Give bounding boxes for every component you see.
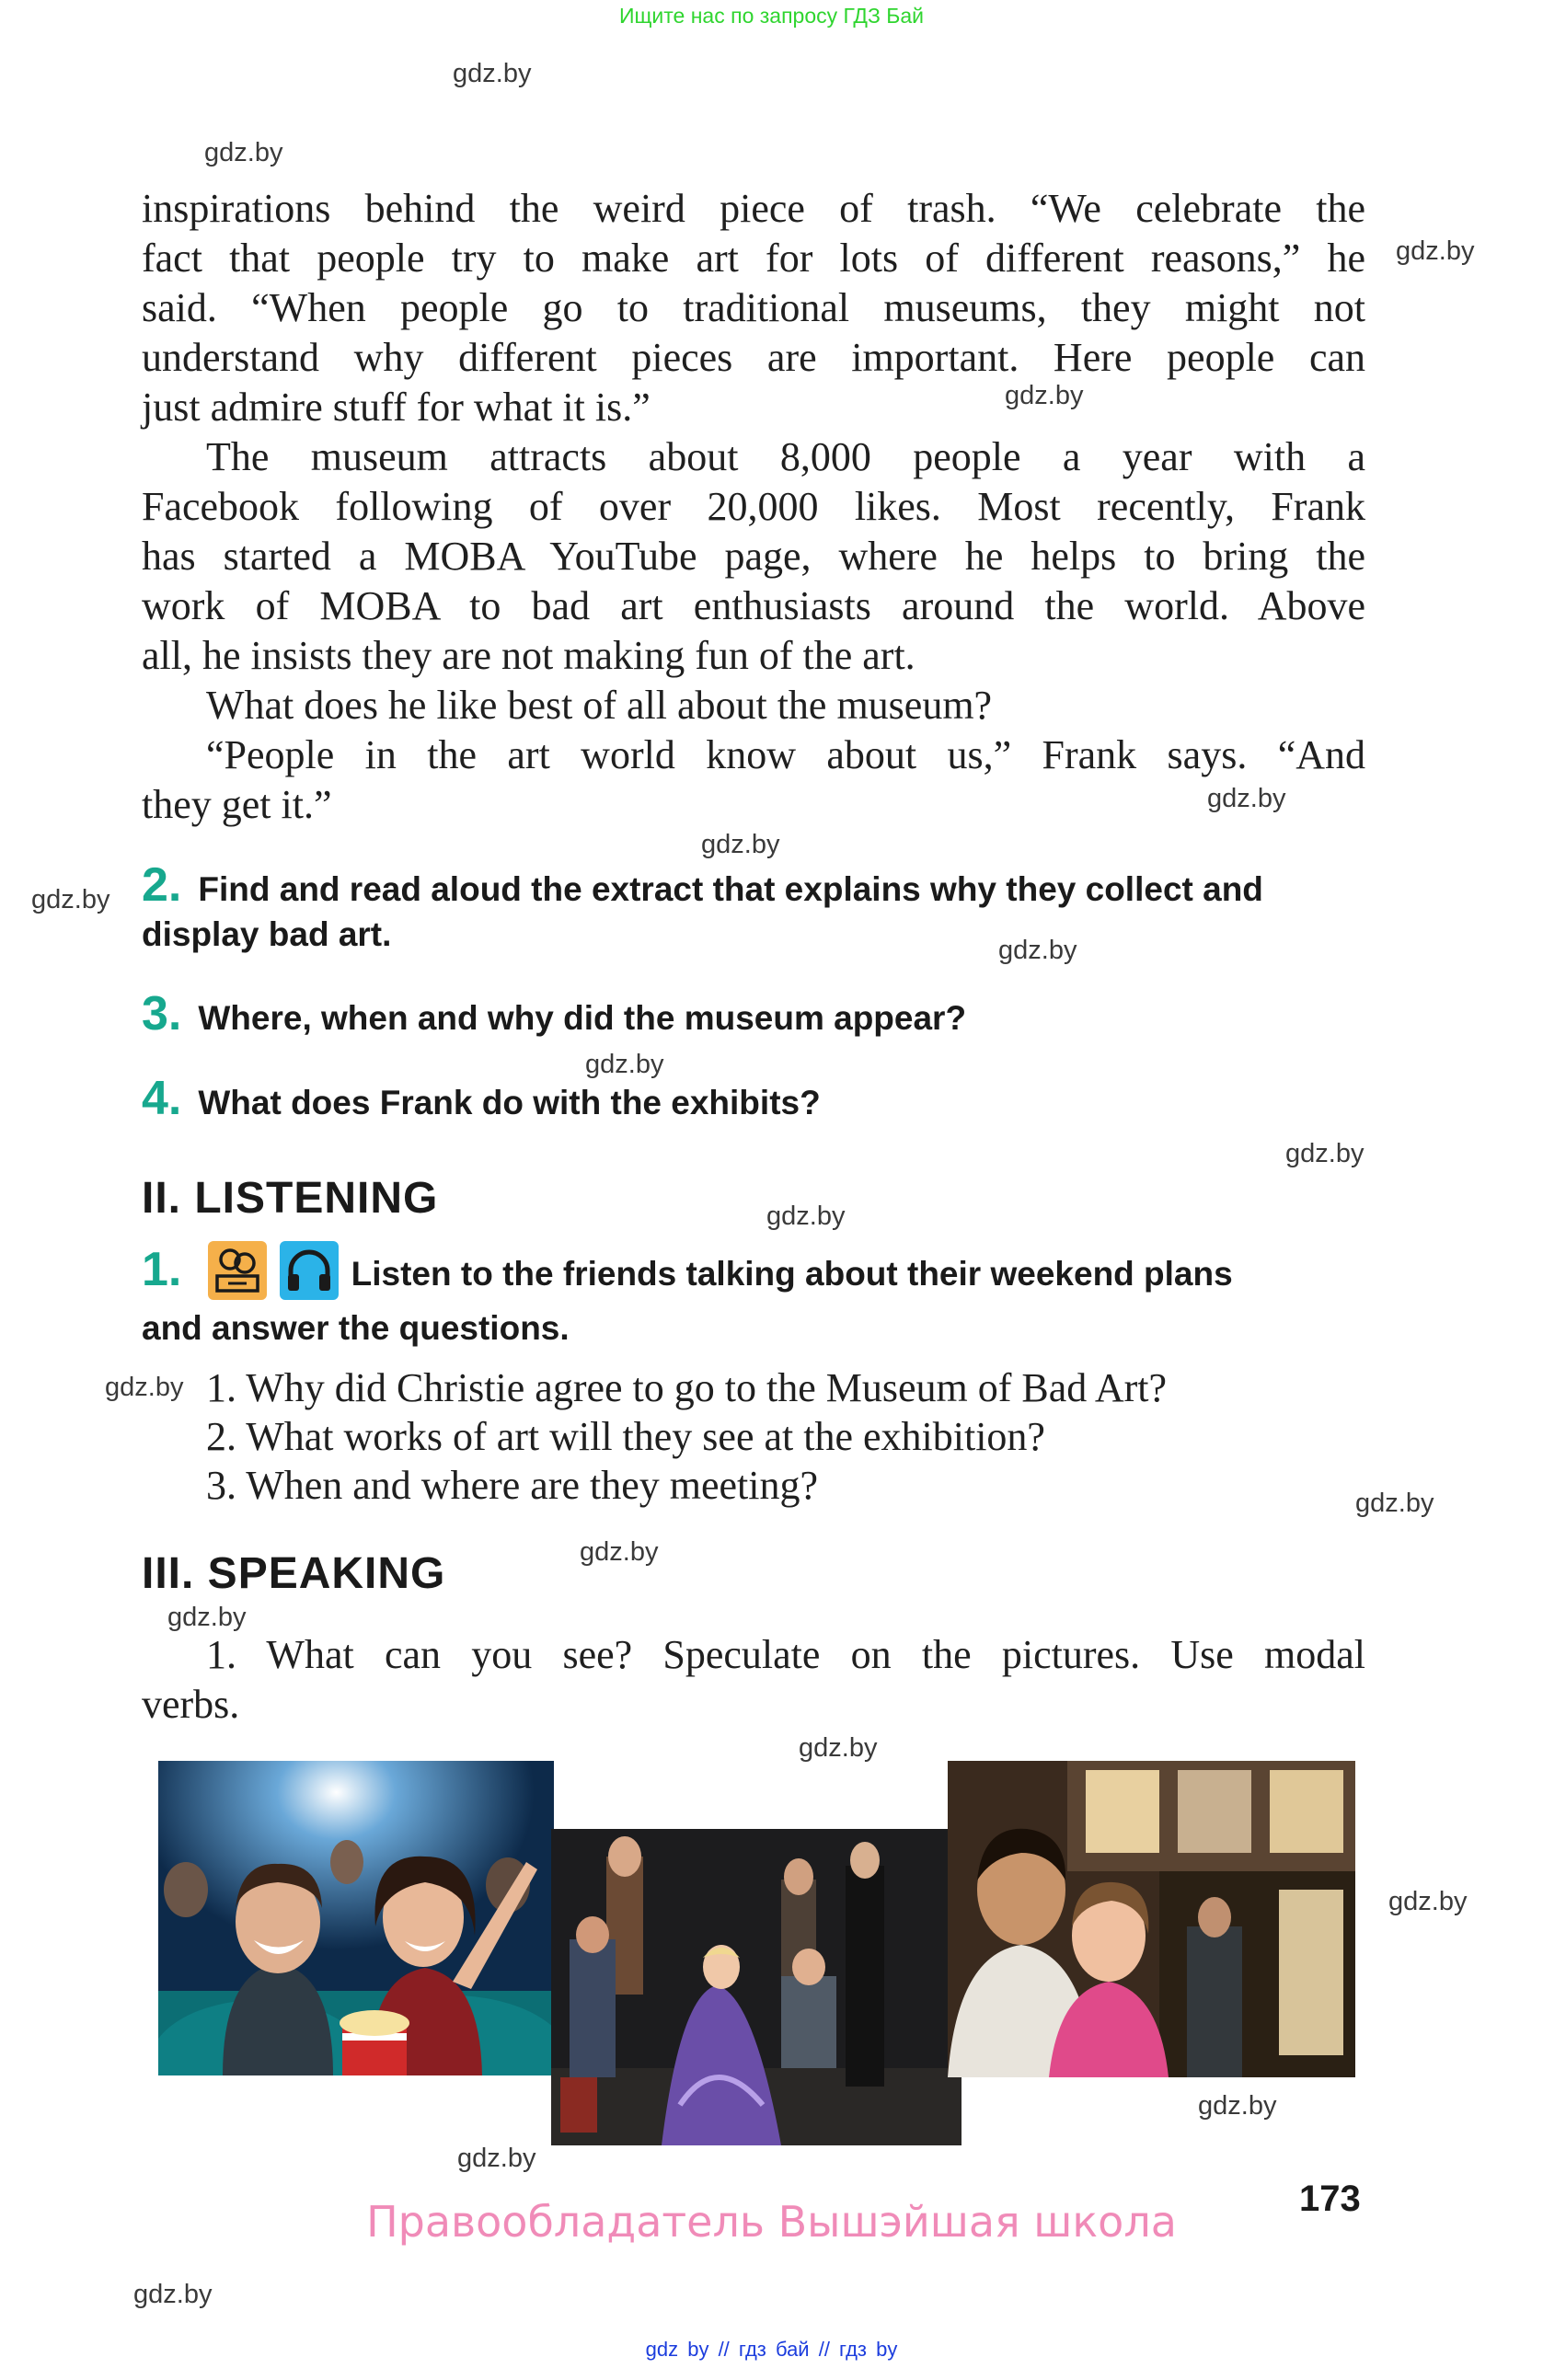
group-work-icon <box>208 1241 267 1300</box>
top-banner[interactable]: Ищите нас по запросу ГДЗ Бай <box>618 4 925 28</box>
speaking-task <box>142 1630 1365 1730</box>
theatre-stage-photo <box>551 1829 961 2145</box>
text-line: Facebook following of over 20,000 likes. Most recently, Frank <box>142 484 1365 529</box>
section-heading-speaking: III. SPEAKING <box>142 1549 446 1598</box>
watermark: gdz.by <box>31 885 110 914</box>
task-4 <box>142 1072 1365 1125</box>
text-line: verbs. <box>142 1682 240 1727</box>
watermark: gdz.by <box>1285 1139 1365 1168</box>
text-line: fact that people try to make art for lots of different reasons,” he <box>142 236 1365 281</box>
task-text: Where, when and why did the museum appear? <box>198 999 967 1037</box>
text-line: The museum attracts about 8,000 people a year with a <box>206 434 1365 479</box>
text-line: work of MOBA to bad art enthusiasts around the world. Above <box>142 583 1365 628</box>
text-line: all, he insists they are not making fun of the art. <box>142 633 915 678</box>
text-line: 1. What can you see? Speculate on the pictures. Use modal <box>206 1632 1365 1677</box>
text-line: has started a MOBA YouTube page, where he helps to bring the <box>142 534 1365 579</box>
watermark: gdz.by <box>457 2144 536 2173</box>
text-line: inspirations behind the weird piece of trash. “We celebrate the <box>142 186 1365 231</box>
watermark: gdz.by <box>998 936 1077 965</box>
section-heading-listening: II. LISTENING <box>142 1174 439 1223</box>
headphones-icon[interactable] <box>280 1241 339 1300</box>
text-line: they get it.” <box>142 782 332 827</box>
task-number: 2. <box>142 858 182 912</box>
reading-text <box>142 184 1365 830</box>
text-line: “People in the art world know about us,” Frank says. “And <box>206 732 1365 777</box>
list-item: 1. Why did Christie agree to go to the Museum of Bad Art? <box>206 1365 1168 1410</box>
listening-task-1 <box>142 1242 1365 1351</box>
watermark: gdz.by <box>766 1201 846 1231</box>
list-item: 3. When and where are they meeting? <box>206 1463 819 1508</box>
task-text: Listen to the friends talking about their weekend plans <box>351 1254 1233 1293</box>
task-text: display bad art. <box>142 915 392 953</box>
watermark: gdz.by <box>204 138 283 167</box>
text-line: said. “When people go to traditional museums, they might not <box>142 285 1365 330</box>
watermark: gdz.by <box>1207 784 1286 813</box>
watermark: gdz.by <box>105 1373 184 1402</box>
text-line: just admire stuff for what it is.” <box>142 385 651 430</box>
task-number: 4. <box>142 1072 182 1125</box>
museum-visitors-photo <box>948 1761 1355 2077</box>
watermark: gdz.by <box>167 1603 247 1632</box>
watermark: gdz.by <box>585 1050 664 1079</box>
task-number: 1. <box>142 1242 182 1296</box>
task-number: 3. <box>142 987 182 1041</box>
watermark: gdz.by <box>1396 236 1475 266</box>
watermark: gdz.by <box>799 1733 878 1763</box>
copyright-notice: Правообладатель Вышэйшая школа <box>366 2197 1177 2247</box>
task-3 <box>142 987 1365 1041</box>
text-line: What does he like best of all about the museum? <box>206 683 993 728</box>
watermark: gdz.by <box>1198 2091 1277 2121</box>
cinema-audience-photo <box>158 1761 554 2075</box>
watermark: gdz.by <box>1355 1489 1434 1518</box>
watermark: gdz.by <box>453 59 532 88</box>
list-item: 2. What works of art will they see at the exhibition? <box>206 1414 1045 1459</box>
task-text: Find and read aloud the extract that explains why they collect and <box>198 870 1263 908</box>
bottom-links[interactable]: gdz by // гдз бай // гдз by <box>645 2338 898 2361</box>
task-text: What does Frank do with the exhibits? <box>198 1084 821 1121</box>
watermark: gdz.by <box>1388 1887 1468 1916</box>
page-number: 173 <box>1299 2179 1361 2219</box>
watermark: gdz.by <box>580 1537 659 1567</box>
text-line: understand why different pieces are important. Here people can <box>142 335 1365 380</box>
watermark: gdz.by <box>133 2280 213 2309</box>
task-2 <box>142 858 1365 957</box>
task-text: and answer the questions. <box>142 1309 570 1347</box>
watermark: gdz.by <box>1005 381 1084 410</box>
watermark: gdz.by <box>701 830 780 859</box>
